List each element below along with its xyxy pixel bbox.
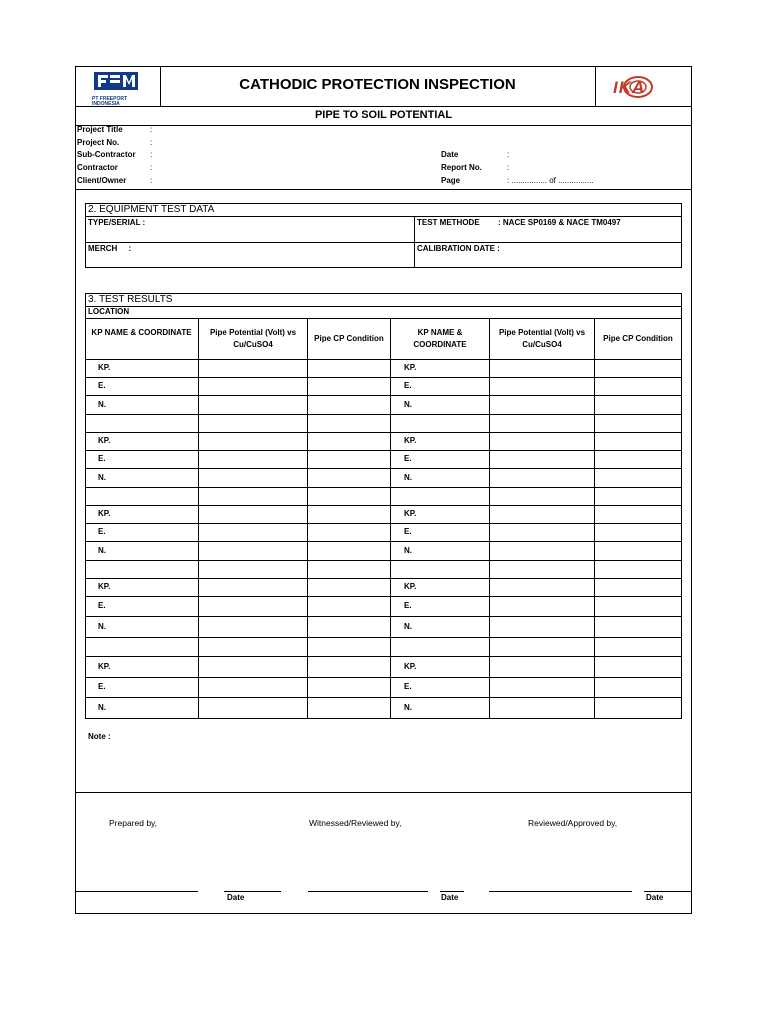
calibration-date-label: CALIBRATION DATE :: [417, 244, 500, 253]
page-of-field: : ................ of ................: [507, 176, 594, 185]
col-header-condition-left: Pipe CP Condition: [314, 334, 384, 343]
right-row-label: E.: [404, 527, 412, 536]
merch-label: MERCH :: [88, 244, 132, 253]
col-header-potential-left: Pipe Potential (Volt) vs Cu/CuSO4: [209, 328, 297, 349]
right-row-label: KP.: [404, 509, 417, 518]
report-no-label: Report No.: [441, 163, 482, 172]
right-row-label: E.: [404, 381, 412, 390]
project-no-label: Project No.: [77, 138, 120, 147]
witnessed-by-label: Witnessed/Reviewed by,: [309, 818, 402, 828]
header-bottom-rule: [75, 106, 692, 107]
right-row-label: KP.: [404, 582, 417, 591]
report-no-sep: :: [507, 163, 510, 172]
client-owner-label: Client/Owner: [77, 176, 127, 185]
approved-signature-line: [489, 891, 632, 892]
freeport-logo-text-2: INDONESIA: [92, 101, 120, 107]
left-row-label: E.: [98, 454, 106, 463]
date-label: Date: [441, 150, 459, 159]
left-row-label: N.: [98, 399, 106, 409]
left-row-label: N.: [98, 703, 106, 712]
test-results-title: 3. TEST RESULTS: [88, 294, 173, 305]
right-row-label: E.: [404, 601, 412, 610]
result-row-rule: [85, 697, 682, 698]
right-row-label: KP.: [404, 363, 417, 372]
contractor-sep: :: [150, 163, 153, 172]
col-header-potential-right: Pipe Potential (Volt) vs Cu/CuSO4: [498, 328, 586, 349]
right-row-label: KP.: [404, 436, 417, 445]
note-label: Note :: [88, 732, 111, 741]
approved-date-line: [644, 891, 692, 892]
left-row-label: E.: [98, 601, 106, 610]
approved-date-label: Date: [646, 893, 664, 902]
right-row-label: N.: [404, 399, 412, 409]
ika-logo-text: IKA: [613, 78, 646, 97]
witnessed-signature-line: [308, 891, 428, 892]
right-row-label: E.: [404, 454, 412, 463]
project-no-sep: :: [150, 138, 153, 147]
col-header-condition-right: Pipe CP Condition: [603, 334, 673, 343]
right-row-label: N.: [404, 703, 412, 712]
result-row-rule: [85, 616, 682, 617]
type-serial-label: TYPE/SERIAL :: [88, 218, 146, 227]
right-row-label: N.: [404, 545, 412, 555]
left-row-label: KP.: [98, 509, 111, 518]
col-header-kp-right: KP NAME & COORDINATE: [413, 328, 467, 349]
freeport-logo-icon: [92, 70, 144, 92]
result-row-rule: [85, 541, 682, 542]
witnessed-date-label: Date: [441, 893, 459, 902]
result-row-rule: [85, 395, 682, 396]
right-row-label: N.: [404, 621, 412, 631]
left-row-label: E.: [98, 682, 106, 691]
left-row-label: KP.: [98, 661, 111, 671]
equipment-divider: [414, 216, 415, 268]
location-rule: [85, 318, 682, 319]
project-title-sep: :: [150, 125, 153, 134]
result-row-rule: [85, 596, 682, 597]
freeport-logo: [92, 70, 144, 107]
col-header-kp-left: KP NAME & COORDINATE: [91, 328, 192, 337]
result-row-rule: [85, 523, 682, 524]
contractor-label: Contractor: [77, 163, 118, 172]
left-row-label: E.: [98, 381, 106, 390]
left-row-label: N.: [98, 472, 106, 482]
project-title-label: Project Title: [77, 125, 123, 134]
prepared-by-label: Prepared by,: [109, 818, 158, 828]
witnessed-date-line: [440, 891, 464, 892]
page-subtitle: PIPE TO SOIL POTENTIAL: [314, 109, 453, 121]
col-divider-1: [198, 318, 199, 719]
left-row-label: KP.: [98, 363, 111, 372]
equipment-mid-rule: [85, 242, 682, 243]
freeport-logo-text-1: PT FREEPORT: [92, 96, 128, 102]
right-row-label: N.: [404, 472, 412, 482]
test-method-value: : NACE SP0169 & NACE TM0497: [498, 218, 621, 227]
info-bottom-rule: [75, 189, 692, 190]
result-row-rule: [85, 432, 682, 433]
left-row-label: E.: [98, 527, 106, 536]
approved-by-label: Reviewed/Approved by,: [528, 818, 618, 828]
prepared-date-label: Date: [227, 893, 245, 902]
page-title: CATHODIC PROTECTION INSPECTION: [239, 76, 516, 93]
note-bottom-rule: [75, 792, 692, 793]
prepared-signature-line: [75, 891, 198, 892]
result-row-rule: [85, 450, 682, 451]
left-row-label: KP.: [98, 436, 111, 445]
result-row-rule: [85, 414, 682, 415]
result-row-rule: [85, 468, 682, 469]
left-row-label: N.: [98, 621, 106, 631]
result-row-rule: [85, 677, 682, 678]
result-row-rule: [85, 377, 682, 378]
result-row-rule: [85, 505, 682, 506]
right-row-label: E.: [404, 682, 412, 691]
page-label: Page: [441, 176, 461, 185]
equipment-title-rule: [85, 216, 682, 217]
ika-logo: [610, 72, 660, 102]
result-row-rule: [85, 578, 682, 579]
col-divider-3: [390, 318, 391, 719]
test-method-label: TEST METHODE: [417, 218, 480, 227]
client-owner-sep: :: [150, 176, 153, 185]
result-row-rule: [85, 560, 682, 561]
header-divider-right: [595, 66, 596, 107]
header-row-rule: [85, 359, 682, 360]
subtitle-bottom-rule: [75, 125, 692, 126]
equipment-section-title: 2. EQUIPMENT TEST DATA: [88, 204, 215, 215]
col-divider-4: [489, 318, 490, 719]
results-title-rule: [85, 306, 682, 307]
sub-contractor-sep: :: [150, 150, 153, 159]
result-row-rule: [85, 637, 682, 638]
date-sep: :: [507, 150, 510, 159]
col-divider-5: [594, 318, 595, 719]
left-row-label: KP.: [98, 582, 111, 591]
result-row-rule: [85, 656, 682, 657]
result-row-rule: [85, 487, 682, 488]
left-row-label: N.: [98, 545, 106, 555]
col-divider-2: [307, 318, 308, 719]
sub-contractor-label: Sub-Contractor: [77, 150, 136, 159]
location-label: LOCATION: [88, 307, 130, 316]
right-row-label: KP.: [404, 661, 417, 671]
prepared-date-line: [224, 891, 281, 892]
